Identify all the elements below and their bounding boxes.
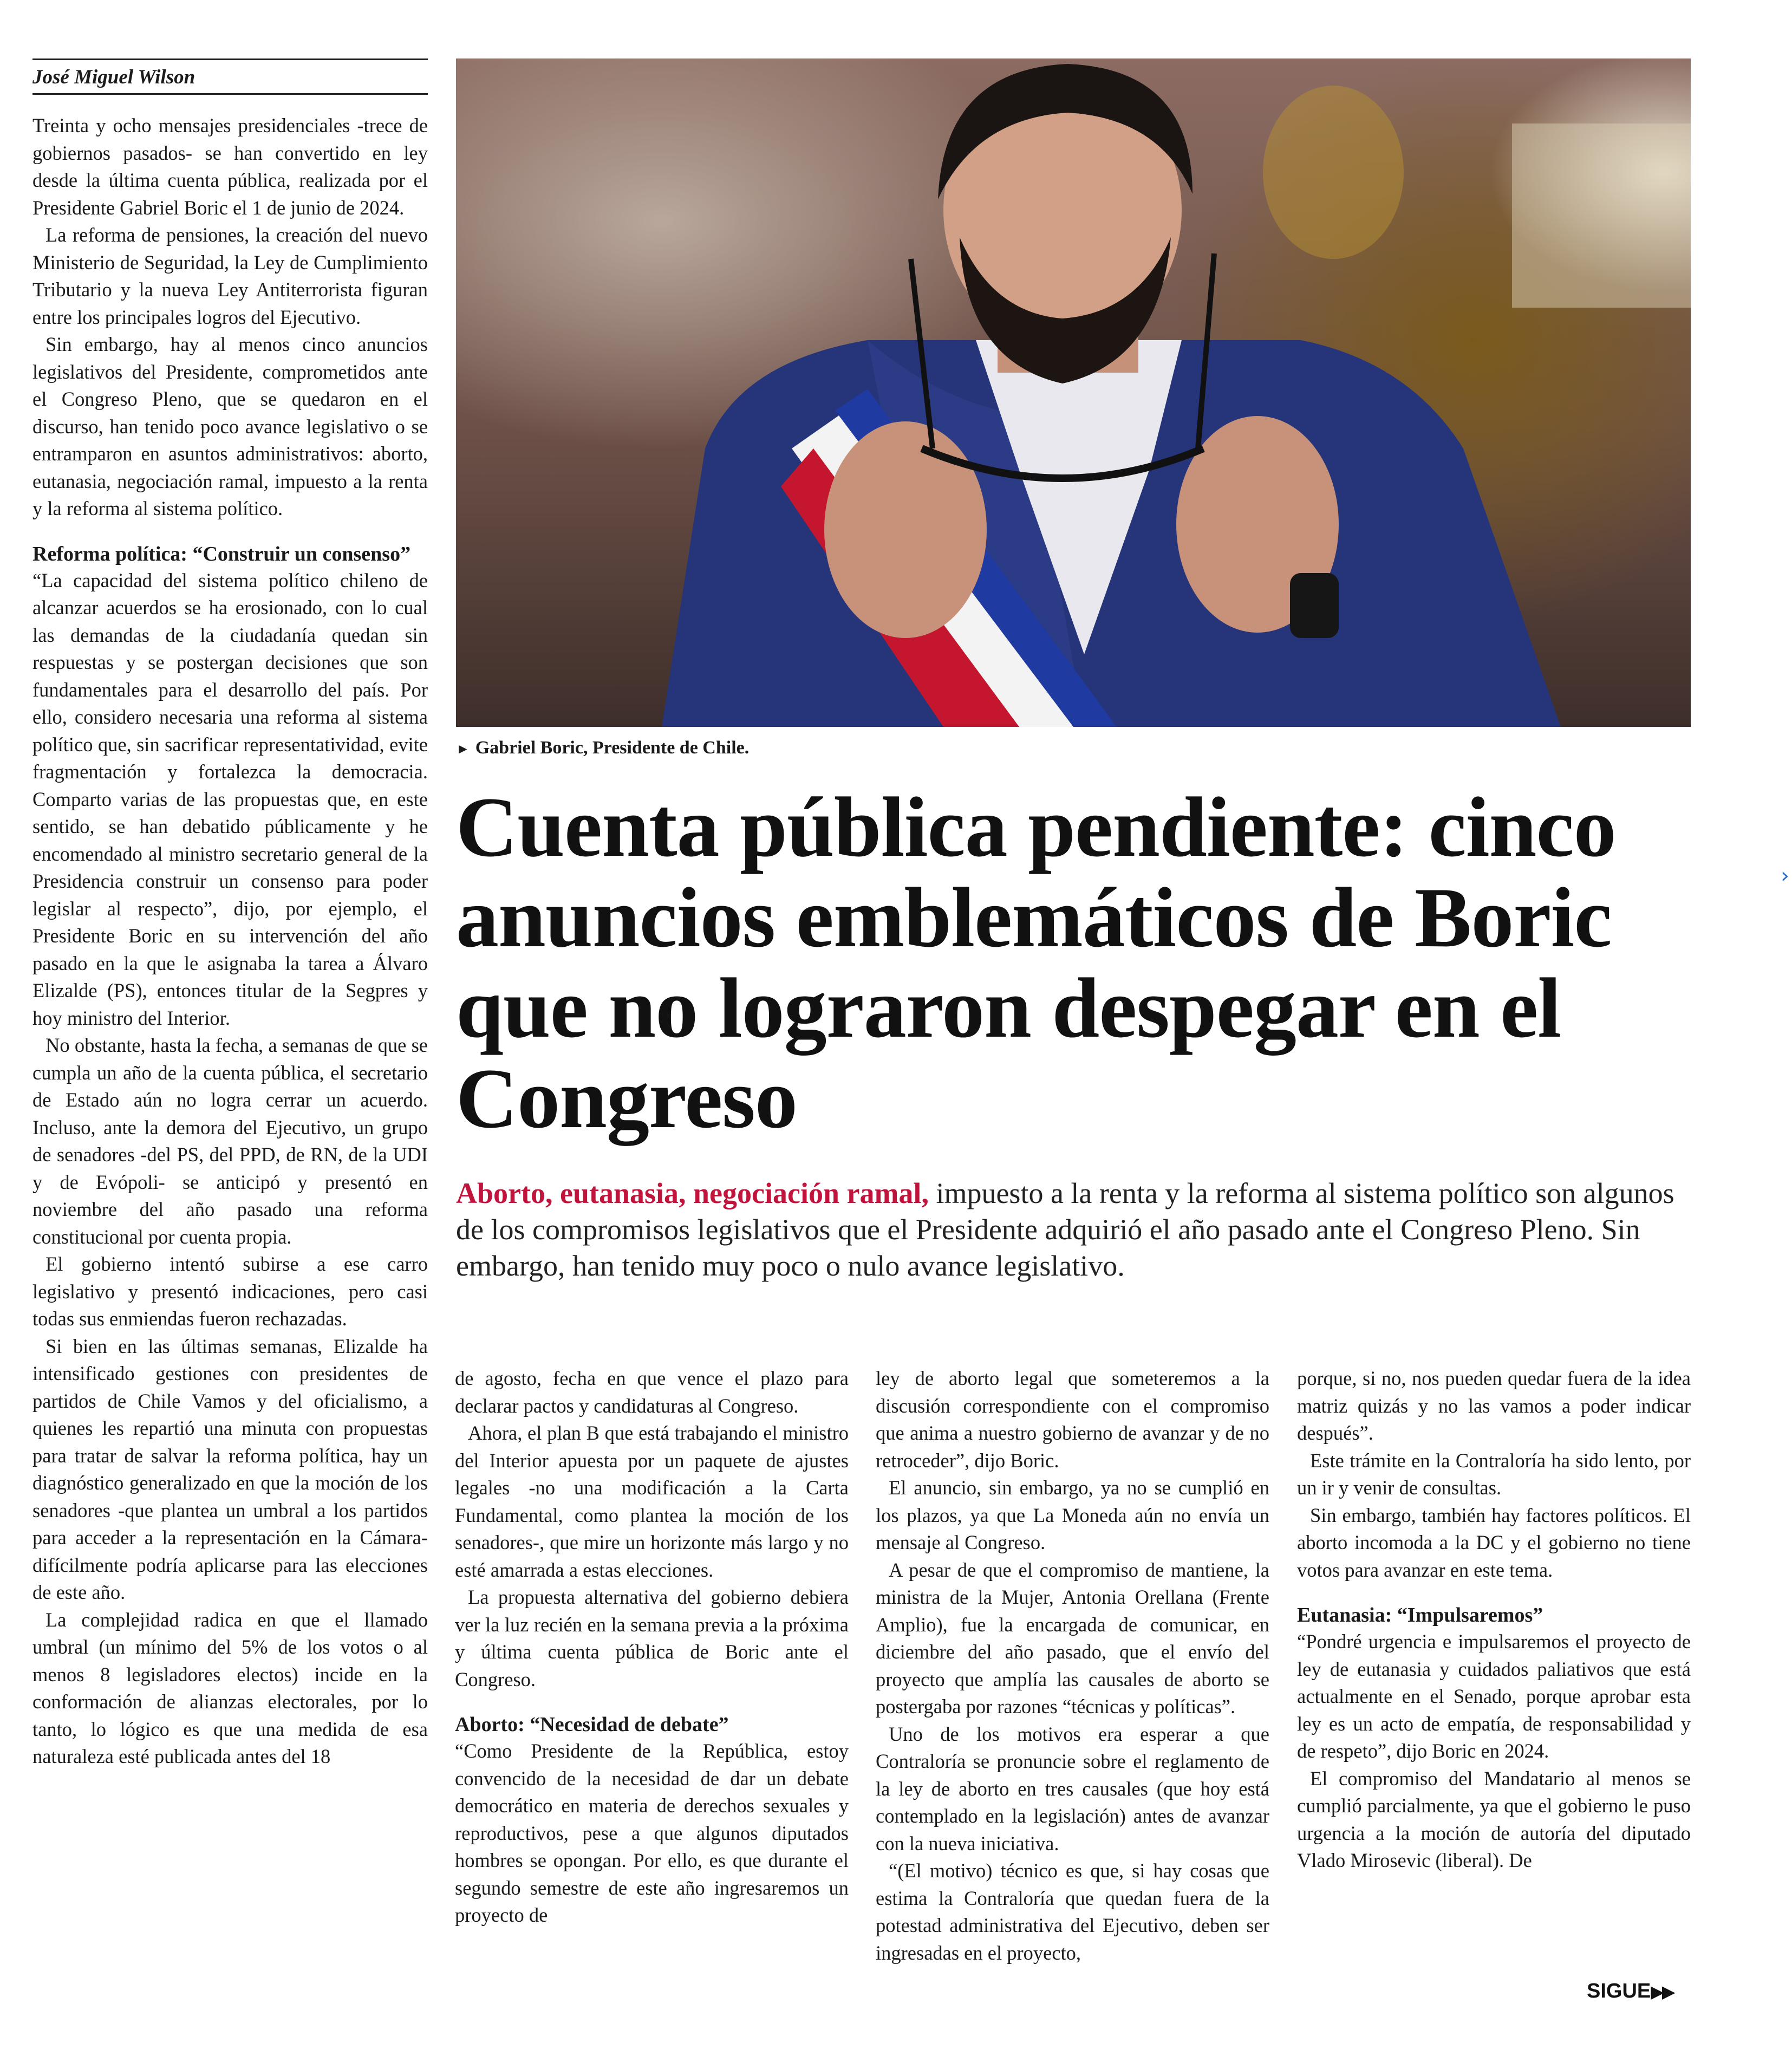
paragraph: El compromiso del Mandatario al menos se cumplió parcialmente, ya que el gobierno le puso urgencia a la moción de autoría del diputado Vlado Mirosevic (liberal). De	[1297, 1767, 1691, 1871]
article-photo	[456, 58, 1691, 727]
paragraph: El gobierno intentó subirse a ese carro legislativo y presentó indicaciones, pero casi todas sus enmiendas fueron rechazadas.	[32, 1253, 428, 1330]
paragraph: ley de aborto legal que someteremos a la discusión correspondiente con el compromiso que anima a nuestro gobierno de avanzar y de no retroceder”, dijo Boric.	[876, 1367, 1269, 1472]
lede	[456, 1175, 1691, 1284]
section-heading-reforma: Reforma política: “Construir un consenso”	[32, 542, 411, 565]
headline: Cuenta pública pendiente: cinco anuncios emblemáticos de Boric que no lograron despegar en el Congreso	[456, 780, 1616, 1146]
paragraph: Este trámite en la Contraloría ha sido lento, por un ir y venir de consultas.	[1297, 1449, 1691, 1499]
paragraph: El anuncio, sin embargo, ya no se cumplió en los plazos, ya que La Moneda aún no envía un mensaje al Congreso.	[876, 1476, 1269, 1553]
paragraph: de agosto, fecha en que vence el plazo para declarar pactos y candidaturas al Congreso.	[455, 1367, 849, 1417]
paragraph: Ahora, el plan B que está trabajando el ministro del Interior apuesta por un paquete de ajustes legales -no una modificación a la Carta Fundamental, como plantea la moción de los senadores-, que mire un horizonte más largo y no esté amarrada a estas elecciones.	[455, 1422, 849, 1581]
paragraph: No obstante, hasta la fecha, a semanas de que se cumpla un año de la cuenta pública, el secretario de Estado aún no logra cerrar un acuerdo. Incluso, ante la demora del Ejecutivo, un grupo de senadores -del PS, del PPD, de RN, de la UDI y de Evópoli- se anticipó y presentó en noviembre del año pasado una reforma constitucional por cuenta propia.	[32, 1034, 428, 1248]
paragraph: La complejidad radica en que el llamado umbral (un mínimo del 5% de los votos o al menos 8 legisladores electos) incide en la conformación de alianzas electorales, por lo tanto, lo lógico es que una medida de esa naturaleza esté publicada antes del 18	[32, 1608, 428, 1767]
lede-highlight: Aborto, eutanasia, negociación ramal,	[456, 1177, 929, 1209]
left-column	[32, 58, 428, 1771]
column-4	[1297, 1365, 1691, 1875]
caption-text: Gabriel Boric, Presidente de Chile.	[475, 738, 750, 758]
intro-text	[32, 112, 428, 1771]
chevron-right-icon[interactable]: ›	[1781, 863, 1789, 888]
continue-label: SIGUE	[1587, 1980, 1651, 2002]
lede-rest: impuesto a la renta y la reforma al sistema político son algunos de los compromisos legislativos que el Presidente adquirió el año pasado ante el Congreso Pleno. Sin embargo, han tenido muy poco o nulo avance legislativo.	[456, 1177, 1674, 1282]
paragraph: La propuesta alternativa del gobierno debiera ver la luz recién en la semana previa a la próxima y última cuenta pública de Boric ante el Congreso.	[455, 1586, 849, 1690]
paragraph: “La capacidad del sistema político chileno de alcanzar acuerdos se ha erosionado, con lo cual las demandas de la ciudadanía quedan sin respuestas y se postergan decisiones que son fundamentales para el desarrollo del país. Por ello, considero necesaria una reforma al sistema político que, sin sacrificar representatividad, evite fragmentación y fortalezca la democracia. Comparto varias de las propuestas que, en este sentido, se han debatido públicamente y he encomendado al ministro secretario general de la Presidencia construir un consenso para poder legislar al respecto”, dijo, por ejemplo, el Presidente Boric en su intervención del año pasado en la que le asignaba la tarea a Álvaro Elizalde (PS), entonces titular de la Segpres y hoy ministro del Interior.	[32, 569, 428, 1029]
section-heading-eutanasia: Eutanasia: “Impulsaremos”	[1297, 1604, 1543, 1627]
paragraph: Uno de los motivos era esperar a que Contraloría se pronuncie sobre el reglamento de la ley de aborto en tres causales (que hoy está contemplado en la legislación) antes de avanzar con la nueva iniciativa.	[876, 1722, 1269, 1855]
paragraph: porque, si no, nos pueden quedar fuera de la idea matriz quizás y no las vamos a poder indicar después”.	[1297, 1367, 1691, 1444]
paragraph: “Pondré urgencia e impulsaremos el proyecto de ley de eutanasia y cuidados paliativos que está actualmente en el Senado, porque aprobar esta ley es un acto de empatía, de responsabilidad y de respeto”, dijo Boric en 2024.	[1297, 1630, 1691, 1762]
paragraph: A pesar de que el compromiso de mantiene, la ministra de la Mujer, Antonia Orellana (Frente Amplio), fue la encargada de comunicar, en diciembre del año pasado, que el envío del proyecto que amplía las causales de aborto se postergaba por razones “técnicas y políticas”.	[876, 1558, 1269, 1718]
photo-caption	[456, 738, 749, 758]
byline: José Miguel Wilson	[32, 58, 428, 95]
column-2	[455, 1365, 849, 1929]
paragraph: “(El motivo) técnico es que, si hay cosas que estima la Contraloría que quedan fuera de la potestad administrativa del Ejecutivo, deben ser ingresadas en el proyecto,	[876, 1859, 1269, 1964]
paragraph: La reforma de pensiones, la creación del nuevo Ministerio de Seguridad, la Ley de Cumplimiento Tributario y la nueva Ley Antiterrorista figuran entre los principales logros del Ejecutivo.	[32, 224, 428, 328]
paragraph: Sin embargo, hay al menos cinco anuncios legislativos del Presidente, comprometidos ante el Congreso Pleno, que se quedaron en el discurso, han tenido poco avance legislativo o se entramparon en asuntos administrativos: aborto, eutanasia, negociación ramal, impuesto a la renta y la reforma al sistema político.	[32, 333, 428, 519]
caption-marker-icon: ►	[456, 741, 470, 757]
section-heading-aborto: Aborto: “Necesidad de debate”	[455, 1713, 729, 1736]
paragraph: Si bien en las últimas semanas, Elizalde ha intensificado gestiones con presidentes de partidos de Chile Vamos y del oficialismo, a quienes les repartió una minuta con propuestas para tratar de salvar la reforma política, hay un diagnóstico generalizado en que la moción de los senadores -que plantea un umbral a los partidos para acceder a la representación en la Cámara- difícilmente podría aplicarse para las elecciones de este año.	[32, 1335, 428, 1603]
paragraph: Sin embargo, también hay factores políticos. El aborto incomoda a la DC y el gobierno no tiene votos para avanzar en este tema.	[1297, 1504, 1691, 1581]
president-photo-illustration	[456, 58, 1691, 727]
column-3	[876, 1365, 1269, 1967]
double-arrow-icon: ▶▶	[1651, 1982, 1673, 2001]
continue-marker	[1587, 1980, 1673, 2003]
paragraph: “Como Presidente de la República, estoy convencido de la necesidad de dar un debate democrático en materia de derechos sexuales y reproductivos, pese a que algunos diputados hombres se opongan. Por ello, es que durante el segundo semestre de este año ingresaremos un proyecto de	[455, 1740, 849, 1926]
paragraph: Treinta y ocho mensajes presidenciales -trece de gobiernos pasados- se han convertido en ley desde la última cuenta pública, realizada por el Presidente Gabriel Boric el 1 de junio de 2024.	[32, 114, 428, 219]
